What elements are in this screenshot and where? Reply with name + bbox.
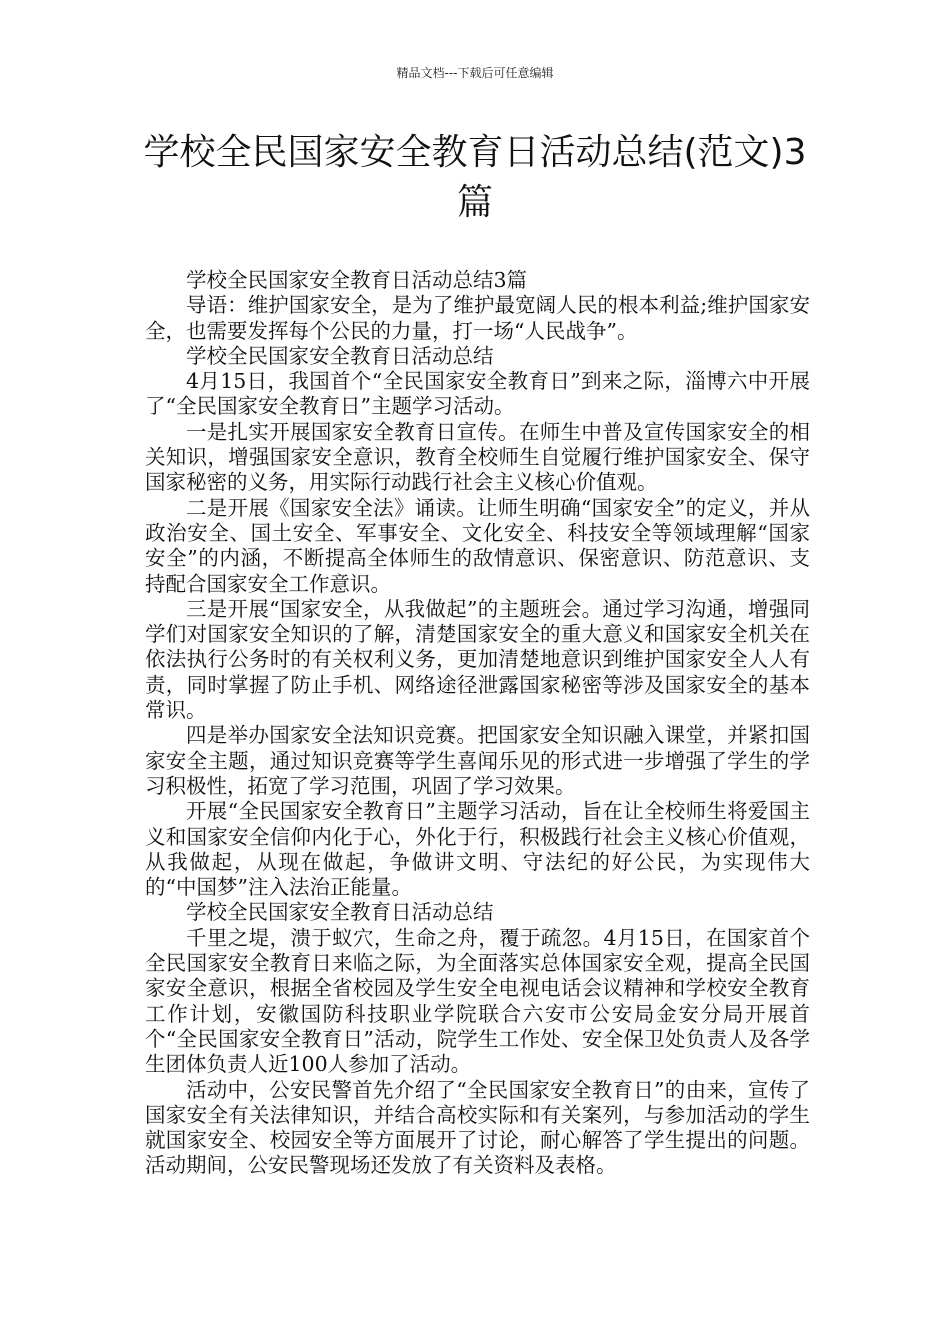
paragraph: 学校全民国家安全教育日活动总结3篇 [186, 268, 528, 292]
paragraph: 活动中，公安民警首先介绍了“全民国家安全教育日”的由来，宣传了国家安全有关法律知识，并结合高校实际和有关案列，与参加活动的学生就国家安全、校园安全等方面展开了讨论，耐心解答了学生提出的问题。活动期间，公安民警现场还发放了有关资料及表格。 [145, 1077, 810, 1178]
paragraph: 开展“全民国家安全教育日”主题学习活动，旨在让全校师生将爱国主义和国家安全信仰内化于心，外化于行，积极践行社会主义核心价值观，从我做起，从现在做起，争做讲文明、守法纪的好公民，为实现伟大的“中国梦”注入法治正能量。 [145, 799, 810, 900]
paragraph: 千里之堤，溃于蚁穴，生命之舟，覆于疏忽。4月15日，在国家首个全民国家安全教育日来临之际，为全面落实总体国家安全观，提高全民国家安全意识，根据全省校园及学生安全电视电话会议精神和学校安全教育工作计划，安徽国防科技职业学院联合六安市公安局金安分局开展首个“全民国家安全教育日”活动，院学生工作处、安全保卫处负责人及各学生团体负责人近100人参加了活动。 [145, 925, 810, 1077]
paragraph: 二是开展《国家安全法》诵读。让师生明确“国家安全”的定义，并从政治安全、国土安全、军事安全、文化安全、科技安全等领域理解“国家安全”的内涵，不断提高全体师生的敌情意识、保密意识、防范意识、支持配合国家安全工作意识。 [145, 495, 810, 596]
header-note: 精品文档---下载后可任意编辑 [396, 66, 554, 80]
document-body [145, 268, 810, 1179]
paragraph: 四是举办国家安全法知识竞赛。把国家安全知识融入课堂，并紧扣国家安全主题，通过知识竞赛等学生喜闻乐见的形式进一步增强了学生的学习积极性，拓宽了学习范围，巩固了学习效果。 [145, 723, 810, 798]
paragraph: 学校全民国家安全教育日活动总结 [186, 900, 494, 925]
paragraph: 4月15日，我国首个“全民国家安全教育日”到来之际，淄博六中开展了“全民国家安全教育日”主题学习活动。 [145, 369, 810, 419]
paragraph: 导语：维护国家安全，是为了维护最宽阔人民的根本利益;维护国家安全，也需要发挥每个公民的力量，打一场“人民战争”。 [145, 293, 810, 343]
document-title: 学校全民国家安全教育日活动总结(范文)3篇 [143, 132, 807, 223]
paragraph: 三是开展“国家安全，从我做起”的主题班会。通过学习沟通，增强同学们对国家安全知识的了解，清楚国家安全的重大意义和国家安全机关在依法执行公务时的有关权利义务，更加清楚地意识到维护国家安全人人有责，同时掌握了防止手机、网络途径泄露国家秘密等涉及国家安全的基本常识。 [145, 596, 810, 723]
paragraph: 一是扎实开展国家安全教育日宣传。在师生中普及宣传国家安全的相关知识，增强国家安全意识，教育全校师生自觉履行维护国家安全、保守国家秘密的义务，用实际行动践行社会主义核心价值观。 [145, 419, 810, 495]
paragraph: 学校全民国家安全教育日活动总结 [186, 343, 494, 368]
